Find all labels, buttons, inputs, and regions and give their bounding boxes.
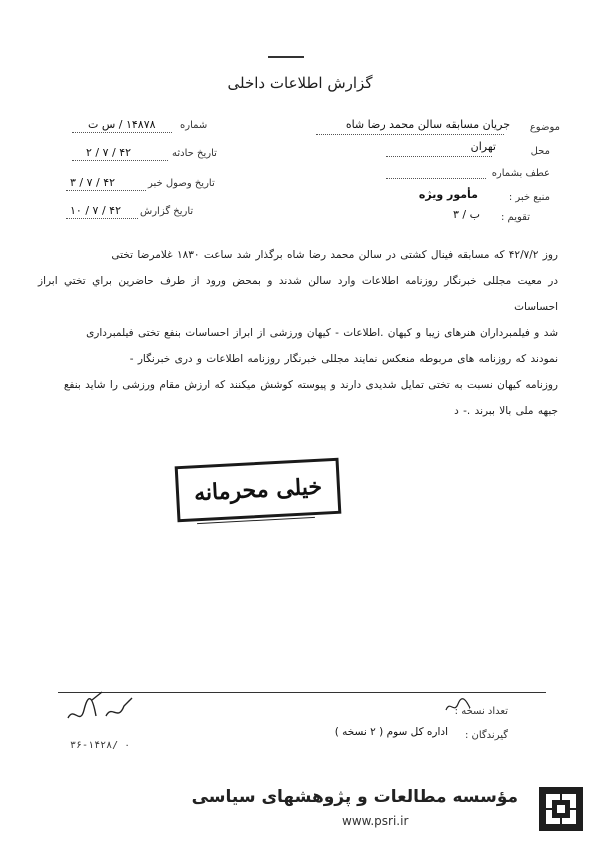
institute-logo-icon bbox=[538, 786, 584, 832]
event-date-label: تاریخ حادثه bbox=[172, 148, 217, 159]
initials-mark-icon bbox=[444, 696, 472, 718]
institute-name: مؤسسه مطالعات و پژوهشهای سیاسی bbox=[191, 787, 518, 807]
evaluation-label: تقویم : bbox=[501, 212, 530, 223]
place-dotted-line bbox=[386, 156, 492, 157]
copies-label: تعداد نسخه : bbox=[454, 706, 508, 717]
body-line: نمودند که روزنامه های مربوطه منعکس نمایند مجللی خبرنگار روزنامه اطلاعات و دری خبرنگار - bbox=[129, 353, 558, 365]
report-date-label: تاریخ گزارش bbox=[140, 206, 194, 217]
place-value: تهران bbox=[470, 140, 496, 153]
body-line: شد و فیلمبرداران هنرهای زیبا و کیهان .اطلاعات - کیهان ورزشی از ابراز احساسات بنفع تختی فیلمبرداری bbox=[86, 327, 558, 339]
subject-value: جریان مسابقه سالن محمد رضا شاه bbox=[345, 118, 510, 131]
body-line: در معیت مجللی خبرنگار روزنامه اطلاعات وارد سالن شدند و بمحض ورود از طرف حاضرین براي تختي ابراز احساسات bbox=[38, 275, 558, 313]
body-line: جبهه ملی بالا ببرند .- د bbox=[454, 405, 558, 417]
receipt-date-value: ۴۲ / ۷ / ۳ bbox=[70, 176, 116, 189]
number-label: شماره bbox=[180, 120, 208, 131]
top-dash-divider bbox=[268, 56, 304, 58]
body-line: روزنامه کیهان نسبت به تختی تمایل شدیدی دارند و پیوسته کوشش میکنند که ارزش مقام ورزشی را شاید بنفع bbox=[63, 379, 558, 391]
evaluation-value: ب / ۳ bbox=[453, 208, 480, 221]
report-title: گزارش اطلاعات داخلی bbox=[227, 74, 373, 92]
subject-dotted-line bbox=[316, 134, 504, 135]
recipients-value: اداره کل سوم ( ۲ نسخه ) bbox=[334, 726, 448, 738]
report-date-dotted-line bbox=[66, 218, 138, 219]
recipients-label: گیرندگان : bbox=[464, 730, 508, 741]
source-value: مأمور ویژه bbox=[418, 188, 478, 201]
source-label: منبع خبر : bbox=[508, 192, 550, 203]
reference-label: عطف بشماره bbox=[491, 168, 550, 179]
receipt-date-dotted-line bbox=[66, 190, 146, 191]
receipt-date-label: تاریخ وصول خبر bbox=[148, 178, 215, 189]
handwritten-signature-icon bbox=[62, 686, 142, 732]
place-label: محل bbox=[530, 146, 550, 157]
institute-url: www.psri.ir bbox=[342, 814, 409, 828]
archive-reference-code: ۳۶-۱۴۲۸/ ۰ bbox=[70, 740, 131, 751]
report-body bbox=[38, 242, 558, 424]
number-value: ۱۴۸۷۸ / س ت bbox=[88, 118, 156, 131]
event-date-dotted-line bbox=[72, 160, 168, 161]
event-date-value: ۴۲ / ۷ / ۲ bbox=[86, 146, 132, 159]
number-dotted-line bbox=[72, 132, 172, 133]
subject-label: موضوع bbox=[529, 122, 560, 133]
body-line: روز ۴۲/۷/۲ که مسابقه فینال کشتی در سالن محمد رضا شاه برگذار شد ساعت ۱۸۳۰ غلامرضا تختی bbox=[111, 249, 558, 261]
stamp-text: خیلی محرمانه bbox=[193, 473, 323, 507]
confidential-stamp bbox=[175, 458, 342, 523]
report-date-value: ۴۲ / ۷ / ۱۰ bbox=[70, 204, 121, 217]
reference-dotted-line bbox=[386, 178, 486, 179]
